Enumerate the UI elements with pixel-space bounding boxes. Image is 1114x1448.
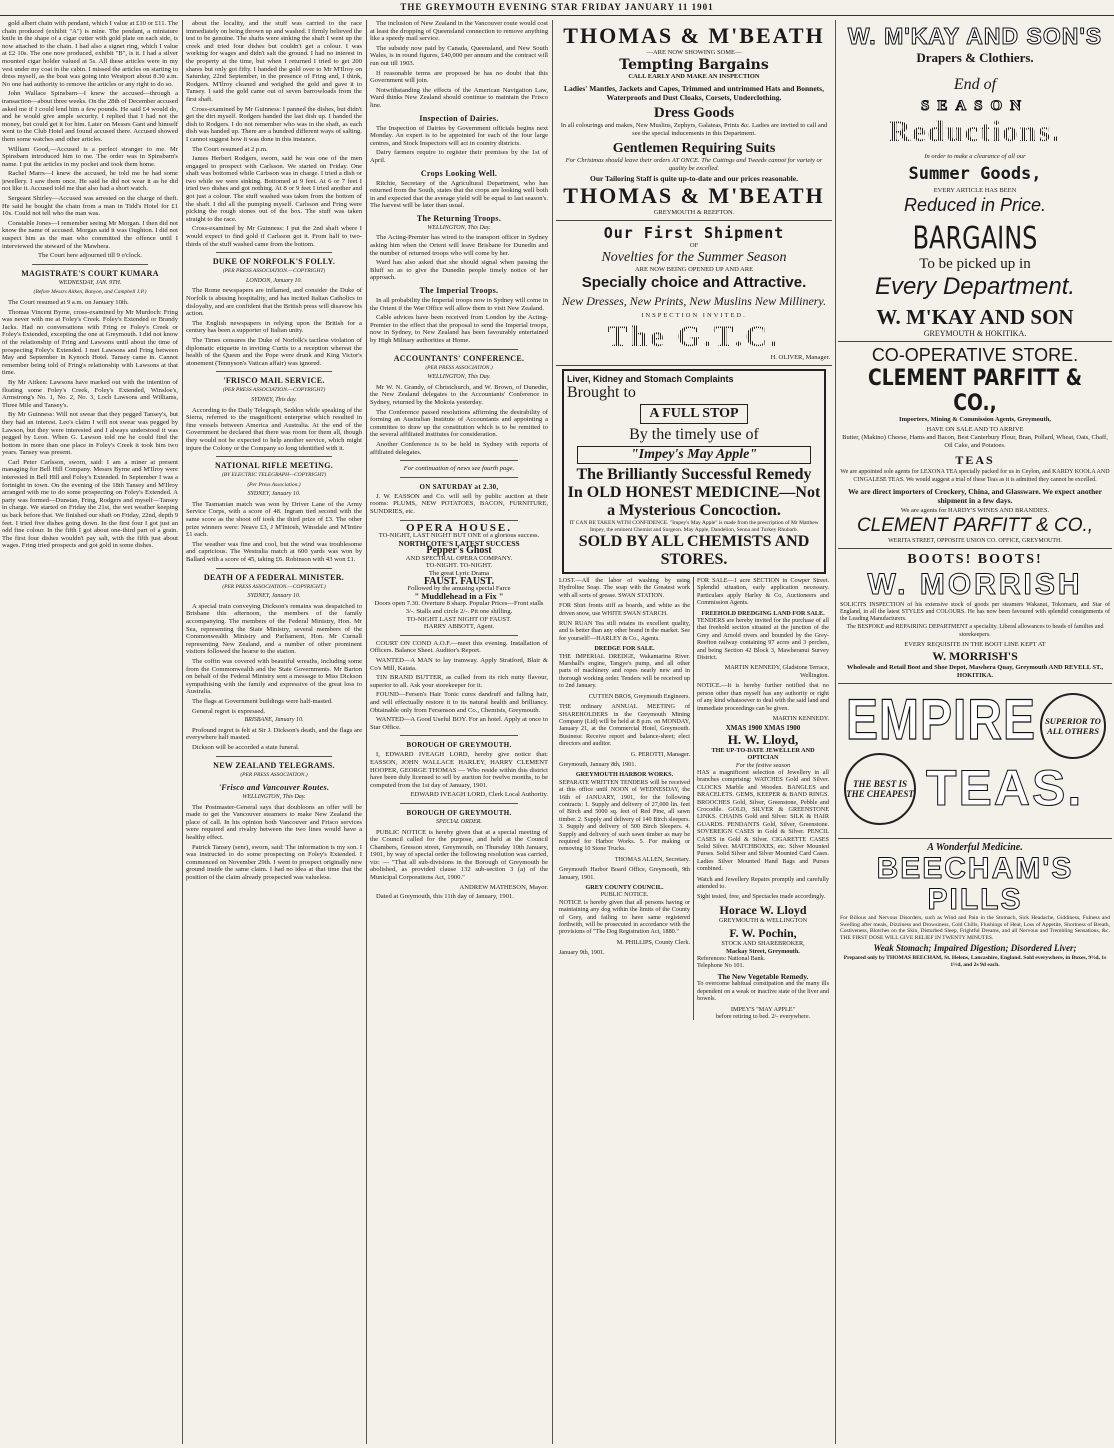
dateline: WEDNESDAY, JAN. 9TH. xyxy=(58,279,122,286)
superior-seal xyxy=(1040,693,1106,759)
divider xyxy=(216,756,332,757)
classifieds-right xyxy=(694,577,832,1020)
article-paragraph: In all probability the Imperial troops now in Sydney will come in the Orient if the War Office will allow them to visit New Zealand. xyxy=(370,297,548,312)
column-rule xyxy=(366,20,367,1444)
classified-ad: FOR SALE—1 acre SECTION in Cowper Street. Splendid situation, early application necessary. Particulars apply Harley & Co, Auctioneers and Commission Agents. xyxy=(697,577,829,607)
classified-ad: FOR Shirt fronts stiff as boards, and white as the driven snow, use WHITE SWAN STARCH. xyxy=(559,602,690,617)
article-paragraph: Patrick Tansey (senr), sworn, said: The information is my son. I was instructed to do some prospecting on Foley's Extended. I commenced on November 29th. I went to prospect originally new ground inside the same claim. I had no idea at that time that the position of the claim already prospected was valueless. xyxy=(186,843,362,882)
opera-line: The great Lyric Drama xyxy=(428,570,490,578)
liver-title: Liver, Kidney and Stomach Complaints xyxy=(567,374,734,384)
classified-ad: THE ordinary ANNUAL MEETING of SHAREHOLDERS in the Greymouth Mining Company (Ltd) will be held at 8 p.m. on MONDAY, January 21, at the Commercial Hotel, Greymouth. Business: Receive report and balance-sheet; elect directors and auditor. xyxy=(559,703,690,748)
opera-line: Doors open 7.30. Overture 8 sharp. Popular Prices—Front stalls 3/-. Stalls and circle 2/-. Pit one shilling. xyxy=(374,600,544,616)
opera-line: HARRY ABBOTT, Agent. xyxy=(423,623,495,631)
parfitt-title: CLEMENT PARFITT & CO., xyxy=(867,366,1083,416)
dateline: SYDNEY, January 10. xyxy=(247,491,301,498)
best-text: THE BEST IS THE CHEAPEST xyxy=(846,779,914,799)
empire-graphic xyxy=(840,688,1110,831)
ad-line: ARE NOW BEING OPENED UP AND ARE xyxy=(634,266,754,273)
article-paragraph: Mr W. N. Grandy, of Christchurch, and W. Brown, of Dunedin, the New Zealand delegates to the Accountants' Conference in Sydney, returned by the Mokoia yesterday. xyxy=(370,383,548,406)
headline-kumara: MAGISTRATE'S COURT KUMARA xyxy=(21,268,159,278)
gtc-title: The G.T.C. xyxy=(558,320,830,354)
classified-ad: COURT ON COND A.O.F.—meet this evening. Installation of Officers. Balance Sheet. Auditor's Report. xyxy=(370,639,548,655)
teas-word: TEAS. xyxy=(926,760,1084,816)
classified-ad: FOUND—Fersen's Hair Tonic cures dandruff and falling hair, and will effectually restore it to its natural health and brilliancy. Obtainable only from Fersenson and Co., Chemists, Greymouth. xyxy=(370,691,548,714)
divider xyxy=(400,460,518,461)
superior-text: SUPERIOR TO ALL OTHERS xyxy=(1045,716,1101,736)
classified-ad: SEPARATE WRITTEN TENDERS will be received at this office until NOON of WEDNESDAY, the 16th of JANUARY, 1901, for the following contracts: 1. Supply and delivery of 27,000 lin. feet of Birch and 5000 sq. feet of Red Pine, all sawn timber. 2. Supply and delivery of 140 Birch sleepers. 3. Supply and delivery of 500 Birch Sleepers. 4. Supply and delivery of such sawn timber as may be required for Harbor Works. 5. For making or removing 10 Stone Trucks. xyxy=(559,778,690,853)
article-paragraph: gold albert chain with pendant, which I value at £10 or £11. The chain produced (exhibit "A") is mine. The pendant, a miniature knife in the shape of a cigar cutter with gold plate on each side, is now attached to the chain. I had also a signet ring, which I value at £2 10s. The one now produced, exhibit "B", is it. I had a silver mounted cigar holder valued at 5s. All these articles were in my vest under my coat in the cabin. I missed the articles on starting to dress myself, as the boat was going into Westport about 8.30 a.m. No one had authority to remove the articles or any right to do so. xyxy=(2,20,178,88)
dateline: SYDNEY, January 10. xyxy=(247,593,301,600)
ad-body: We are appointed sole agents for LEXONA TEA specially packed for us in Ceylon, and KARDY KOOLA AND CINGALESE TEAS. We would suggest a trial of these Teas as it is admitted they cannot be excelled. xyxy=(840,469,1110,483)
mckay-title: W. M'KAY AND SON'S xyxy=(847,23,1103,49)
headline-nz-telegrams: NEW ZEALAND TELEGRAMS. xyxy=(213,760,335,770)
headline-imperial: The Imperial Troops. xyxy=(419,286,499,296)
thomas-mbeath-ad xyxy=(556,20,832,221)
ad-line: By the timely use of xyxy=(629,426,759,443)
impeys-title: "Impey's May Apple" xyxy=(577,446,811,464)
ad-line: WERITA STREET, OPPOSITE UNION CO. OFFICE, GREYMOUTH. xyxy=(888,538,1062,544)
article-paragraph: The flags at Government buildings were half-masted. xyxy=(192,697,333,705)
divider xyxy=(216,371,332,372)
ad-line: SOLD BY ALL CHEMISTS AND STORES. xyxy=(578,533,810,568)
byline: (PER PRESS ASSOCIATION.) xyxy=(240,771,308,778)
opera-title: OPERA HOUSE. xyxy=(406,521,512,534)
bargains: BARGAINS xyxy=(912,219,1038,257)
article-paragraph: William Good,—Accused is a perfect stranger to me. Mr Spinsbarn introduced him to me. The order was in Spinsbarn's name. I put the articles in my pocket and took them home. xyxy=(2,145,178,168)
empire-word: EMPIRE xyxy=(846,688,1037,753)
ad-line: HAVE ON SALE AND TO ARRIVE xyxy=(926,426,1024,433)
news-column-2 xyxy=(186,20,362,1444)
new-dresses: New Dresses, New Prints, New Muslins New Millinery. xyxy=(561,294,827,308)
article-paragraph: By Mr Guinness: Will not swear that they pegged Tansey's, but they had an interest. Leo's claim I will not swear was pegged by Lawson, but they were interested and I always understood it was pegged by Leon. When G. Lawson told me he could find the bottom in more than one place in Foley's Creek it took him two years. Tansey was present. xyxy=(2,411,178,457)
divider xyxy=(400,803,518,804)
freehold-title: FREEHOLD DREDGING LAND FOR SALE. xyxy=(701,609,825,617)
article-paragraph: General regret is expressed. xyxy=(192,707,266,715)
divider xyxy=(216,568,332,569)
dateline: WELLINGTON, This Day. xyxy=(427,374,491,381)
ad-line: EVERY ARTICLE HAS BEEN xyxy=(933,187,1017,194)
morrish-title-2: W. MORRISH'S xyxy=(932,649,1018,663)
classified-ad: M. PHILLIPS, County Clerk. xyxy=(616,938,690,946)
coop-store-ad xyxy=(838,342,1112,549)
article-paragraph: The Conference passed resolutions affirming the desirability of forming an Australian Institute of Accountants and appointing a committee to draw up the constitution which is to be remitted to the several affiliated institutes for consideration. xyxy=(370,408,548,439)
opera-line: TO-NIGHT LAST NIGHT OF FAUST. xyxy=(406,615,512,623)
article-paragraph: According to the Daily Telegraph, Seddon while speaking of the Sierra, referred to the magnificent enterprise which resulted in fine vessels between America and Australia. At the end of the Government he declared that there was room for them all, though they would not be expected to help another service, which might injure the Colony or the Company so long identified with it. xyxy=(186,406,362,452)
pochin-sub: STOCK AND SHAREBROKER, xyxy=(721,940,805,948)
sale-heading: ON SATURDAY at 2.30, xyxy=(419,482,499,491)
article-paragraph: The Acting-Premier has wired to the transport officer in Sydney asking him when the Orient will leave Brisbane for Dunedin and the number of returned troops who will come by her. xyxy=(370,234,548,257)
headline-norfolk: DUKE OF NORFOLK'S FOLLY. xyxy=(212,257,336,267)
specially-choice: Specially choice and Attractive. xyxy=(581,274,807,291)
best-seal xyxy=(844,753,916,825)
classified-ad: RUN RUAN Tea still retains its excellent quality, and is better than any other brand in the market. See for yourself!—HARLEY & Co., Agents. xyxy=(559,620,690,642)
ad-line: H. OLIVER, Manager. xyxy=(770,354,830,361)
headline-accountants: ACCOUNTANTS' CONFERENCE. xyxy=(393,353,525,363)
divider xyxy=(400,349,518,350)
borough-notice: I, EDWARD IVEAGH LORD, hereby give notice that: EASSON, JOHN WALLACE HARLEY, HARRY CLEMENT HOOPER, GEORGE THOMAS — Who reside within this district have been duly licensed to sell by auction for twelve months, to be computed from the 1st day of January, 1901. xyxy=(370,751,548,789)
classified-ad: To overcome habitual constipation and the many ills dependent on a weak or inactive state of the liver and bowels. xyxy=(697,980,829,1003)
headline-dairies: Inspection of Dairies. xyxy=(419,113,499,123)
lloyd-sub: THE UP-TO-DATE JEWELLER AND OPTICIAN xyxy=(711,746,815,762)
classified-ad: MARTIN KENNEDY, Gladstone Terrace, Wellington. xyxy=(724,664,829,679)
byline: (BY ELECTRIC TELEGRAPH—COPYRIGHT) xyxy=(221,472,327,479)
classified-ad: Greymouth Harbor Board Office, Greymouth, 9th January, 1901. xyxy=(559,866,690,881)
empire-teas-ad xyxy=(838,684,1112,839)
classified-ad: THOMAS ALLEN, Secretary. xyxy=(614,855,690,863)
article-paragraph: Cable advices have been received from London by the Acting-Premier to the effect that the proposal to send the Imperial troops, now in Sydney, to New Zealand has been favourably entertained by High Military authorities at Home. xyxy=(370,314,548,344)
divider xyxy=(32,264,148,265)
news-column-1 xyxy=(2,20,178,1444)
thomas-mbeath-title: THOMAS & M'BEATH xyxy=(563,183,825,208)
borough-heading: BOROUGH OF GREYMOUTH. xyxy=(406,808,512,817)
dateline: BRISBANE, January 10. xyxy=(244,717,304,724)
gtc-ad xyxy=(556,221,832,366)
county-sub: PUBLIC NOTICE. xyxy=(600,891,649,899)
ads-column-middle xyxy=(556,20,832,1444)
article-paragraph: Notwithstanding the effects of the American Navigation Law, Ward thinks New Zealand should continue to maintain the Frisco line. xyxy=(370,86,548,109)
reductions: Reductions. xyxy=(840,115,1110,149)
article-paragraph: The Rome newspapers are inflamed, and consider the Duke of Norfolk is abusing hospitality, and has incited Italian Catholics to disloyalty, and are confident that the British press will disavow his action. xyxy=(186,287,362,318)
ad-line: GREYMOUTH & HOKITIKA. xyxy=(923,329,1027,338)
ad-line: Prepared only by THOMAS BEECHAM, St. Helens, Lancashire, England. Sold everywhere, in Boxes, 9½d, 1s 1½d, and 2s 9d each. xyxy=(843,955,1107,968)
coop-title: CO-OPERATIVE STORE. xyxy=(871,345,1079,365)
byline: (PER PRESS ASSOCIATION.—COPYRIGHT) xyxy=(222,387,326,394)
classified-ad: THE IMPERIAL DREDGE, Wakamarina River. Marshall's engine, Tangye's pump, and all other parts of machinery and ropes nearly new and in thorough working order. Tenders will be received up to 2nd January. xyxy=(559,652,690,690)
opera-line: Followed by the amusing special Farce xyxy=(407,585,511,593)
article-paragraph: Ritchie, Secretary of the Agricultural Department, who has returned from the South, states that the crops are looking well both in and expected that the average yield will be equal to last season's. The harvest will be later than usual. xyxy=(370,179,548,210)
article-paragraph: A special train conveying Dickson's remains was despatched to Brisbane this afternoon, the members of the family accompanying. The members of the Federal Ministry, Hon. Mr Sea, representing the State Ministry, several members of the Commonwealth Ministry and Parliament, Hon. Mr Curnall representing New Zealand, and a number of other prominent visitors followed the hearse to the station. xyxy=(186,602,362,656)
opera-line: Pepper's Ghost xyxy=(426,545,492,557)
article-paragraph: Profound regret is felt at Sir J. Dickson's death, and the flags are everywhere half masted. xyxy=(186,726,362,742)
horace-lloyd: Horace W. Lloyd xyxy=(719,902,807,917)
pochin-tel: Telephone No 101. xyxy=(697,962,745,970)
mckay-title-2: W. M'KAY AND SON xyxy=(876,305,1074,329)
divider xyxy=(400,477,518,478)
veg-impey: IMPEY'S "MAY APPLE" xyxy=(730,1005,796,1013)
parfitt-title-2: CLEMENT PARFITT & CO., xyxy=(856,515,1094,536)
article-paragraph: By Mr Aitken: Lawsons have marked out with the intention of floating some Foley's Creek, Foley's Extended, Winsloe's, Armstrong's No. 1, No. 2, No. 3, Loch Lawsons and Williams, Three Mile and Tansey's. xyxy=(2,378,178,409)
classified-ad: Sight tested, free, and Spectacles made accordingly. xyxy=(697,893,826,901)
borough-date: Dated at Greymouth, this 11th day of January, 1901. xyxy=(376,893,514,901)
morrish-title: W. MORRISH xyxy=(867,568,1083,601)
ad-body: The Brilliantly Successful Remedy In OLD HONEST MEDICINE—Not a Mysterious Concoction. xyxy=(567,466,821,519)
divider xyxy=(400,735,518,736)
ad-body: Ladies' Mantles, Jackets and Capes, Trimmed and untrimmed Hats and Bonnets, Waterproofs and Dust Cloaks, Corsets, Underclothing. xyxy=(564,84,824,102)
opera-line: TO-NIGHT, LAST NIGHT BUT ONE of a glorious success. xyxy=(378,532,540,540)
opera-line: " Muddlehead in a Fix " xyxy=(414,590,504,601)
column-rule xyxy=(182,20,183,1444)
harbor-title: GREYMOUTH HARBOR WORKS. xyxy=(575,771,674,779)
ad-line: OF xyxy=(689,242,699,249)
ads-column-right xyxy=(838,20,1112,1444)
every-department: Every Department. xyxy=(874,273,1076,300)
divider xyxy=(216,456,332,457)
ad-body: For Bilious and Nervous Disorders, such as Wind and Pain in the Stomach, Sick Headache, Giddiness, Fulness and Swelling after meals, Dizziness and Drowsiness, Cold Chills, Flushings of Heat, Loss of Appetite, Shortness of Breath, Costiveness, Blotches on the Skin, Disturbed Sleep, Frightful Dreams, and all Nervous and Trembling Sensations, &c. THE FIRST DOSE WILL GIVE RELIEF IN TWENTY MINUTES. xyxy=(840,915,1110,941)
article-paragraph: Cross-examined by Mr Guinness: I panned the dishes, but didn't get the dirt myself. Rodgers handed the last dish up. I handed the dish to Rodgers. I do not remember who was in the shaft, as each dish was handed up. There are a hundred different ways of salting. I cannot suggest how it was done in this instance. xyxy=(186,105,362,143)
teas-heading: TEAS xyxy=(955,453,995,467)
article-paragraph: If reasonable terms are proposed he has no doubt that this Government will join. xyxy=(370,69,548,85)
dateline: WELLINGTON, This Day. xyxy=(242,794,306,801)
article-paragraph: Dickson will be accorded a state funeral. xyxy=(192,743,300,751)
article-paragraph: The Tasmanian match was won by Driver Lane of the Army Service Corps, with a score of 48. Ingram tied second with the same score as the shoot off took the third prize of £3. The other prize winners were: Neave £3, J M'Intosh, Winsdale and M'Intire £1 each. xyxy=(186,500,362,539)
article-paragraph: Sergeant Shirley—Accused was arrested on the charge of theft. He said he bought the chain from a man in Tidd's Hotel for £1 10s. Could not tell who the man was. xyxy=(2,195,178,218)
tempting-bargains: Tempting Bargains xyxy=(619,57,769,73)
opera-house-ad xyxy=(370,521,548,631)
article-paragraph: about the locality, and the stuff was carried to the race immediately on being thrown up and washed. I firmly believed the test to be genuine. The shafts were sinking the shaft I went up the creek and tried four dishes but couldn't get a colour. I was working for wages and didn't salt the ground. I had no interest in the property at the time, but when I returned I tried to get 200 shares but only got fifty. I handed the gold over to Mr M'Ilroy on Saturday, 22nd September, in the presence of Fring and, I think, Rodgers. M'Ilroy cleaned and weighed the gold and gave it to Tansey. I said the gold came out of seven barrowloads from the first shaft. xyxy=(186,20,362,103)
article-paragraph: The coffin was covered with beautiful wreaths, including some from the Commonwealth and the State Governments. Mr Barton on behalf of the Federal Ministry sent a message to Miss Dickson sympathising with the family and expressive of the great loss to Australia. xyxy=(186,657,362,696)
classified-ad: TIN BRAND BUTTER, as culled from its rich nutty flavour, superior to all. Ask your storekeeper for it. xyxy=(370,674,548,689)
first-shipment: Our First Shipment xyxy=(603,224,785,242)
headline-vancouver: 'Frisco and Vancouver Routes. xyxy=(218,783,330,793)
ad-line: —ARE NOW SHOWING SOME— xyxy=(646,49,742,56)
article-paragraph: Ward has also asked that she should signal when passing the Bluff so as to give the Dunedin people timely notice of her approach. xyxy=(370,259,548,282)
column-rule xyxy=(552,20,553,1444)
veg-title: The New Vegetable Remedy. xyxy=(717,971,809,981)
byline: (PER PRESS ASSOCIATION.—COPYRIGHT) xyxy=(222,268,326,275)
ad-line: In order to make a clearance of all our xyxy=(924,153,1026,160)
thomas-mbeath-title: THOMAS & M'BEATH xyxy=(563,23,825,48)
dredge-title: DREDGE FOR SALE. xyxy=(594,645,655,653)
article-paragraph: Rachel Marrs—I knew the accused, he told me he had some jewellery. I saw them once. He said he did not wear it as he did not like it. Accused told me that also had a short watch. xyxy=(2,170,178,193)
article-paragraph: The Times censures the Duke of Norfolk's tactless violation of diplomatic etiquette in inviting Curtis to a reception whereat the health of the Queen and the Pope were drunk and King Victor's atonement (Tennyson's Vatican affair) was ignored. xyxy=(186,336,362,367)
article-paragraph: The English newspapers in relying upon the British for a century has been a supporter of Italian unity. xyxy=(186,319,362,335)
headline-rifle: NATIONAL RIFLE MEETING. xyxy=(214,461,334,471)
ad-line: EVERY REQUISITE IN THE BOOT LINE KEPT AT xyxy=(904,641,1046,648)
ad-body: IT CAN BE TAKEN WITH CONFIDENCE. "Impey's May Apple" is made from the prescription of Mr Matthew Impey, the eminent Chemist and Surgeon. May Apple, Dandelion, Senna and Turkey Rhubarb. xyxy=(569,520,819,533)
continuation-note: For continuation of news see fourth page. xyxy=(403,465,515,473)
article-paragraph: The Court resumed at 9 a.m. on January 10th. xyxy=(8,299,129,306)
masthead: THE GREYMOUTH EVENING STAR FRIDAY JANUARY 11 1901 xyxy=(0,0,1114,16)
full-stop: A FULL STOP xyxy=(640,404,747,424)
article-paragraph: Carl Peter Carlsson, sworn, said: I am a miner at present managing for Bell Hill Company. Messrs Byrne and M'Ilroy were interested in Bell Hill and Foley's Extended. In September I was a fortnight in town. On the evening of the 18th Tansey and M'Ilroy arranged with me to do some prospecting on Foley's Extended. A party was formed—Dunstan, Fring, Rodgers and myself—Tansey in charge. We started on Friday the 21st, the wet weather keeping us back before that. We finished our shaft on Friday, 22nd, depth 9 feet. I tried five dishes going down. In the first four I got just an odd fine colour. In the fifth I got about one-third part of a grain. The first four dishes wouldn't pay salt, with the fifth just about wages. Fring tried prospects and got gold in some dishes. xyxy=(2,458,178,550)
dateline: LONDON, January 10. xyxy=(245,277,302,284)
boots-heading: BOOTS! BOOTS! xyxy=(907,552,1043,567)
dateline: SYDNEY, This day. xyxy=(251,396,297,403)
ad-line: GREYMOUTH & REEFTON. xyxy=(653,209,735,216)
gentlemen-suits: Gentlemen Requiring Suits xyxy=(612,141,776,156)
headline-death: DEATH OF A FEDERAL MINISTER. xyxy=(203,572,345,582)
article-paragraph: Cross-examined by Mr Guinness: I put the 2nd shaft where I would expect to find gold if Carlsson got it. From half to two-thirds of the stuff washed came from the bottom. xyxy=(186,225,362,248)
article-paragraph: The Court here adjourned till 9 o'clock. xyxy=(38,252,142,260)
pochin-title: F. W. Pochin, xyxy=(729,926,797,941)
article-paragraph: Dairy farmers require to register their premises by the 1st of April. xyxy=(370,149,548,164)
reduced-price: Reduced in Price. xyxy=(903,195,1047,215)
news-column-3 xyxy=(370,20,548,1444)
ad-body: We are direct importers of Crockery, China, and Glassware. We expect another shipment in a few days. xyxy=(848,487,1102,505)
classified-ad: WANTED—A Good Useful BOY. For an hotel. Apply at once to Star Office. xyxy=(370,716,548,731)
pochin-ref: References: National Bank. xyxy=(697,955,766,963)
ad-line: We are agents for HARDY'S WINES AND BRANDIES. xyxy=(900,507,1050,514)
mckay-ad xyxy=(838,20,1112,342)
morrish-ad xyxy=(838,549,1112,684)
sale-notice: J. W. EASSON and Co. will sell by public auction at their rooms: PLUMS, NEW POTATOES, BACON, FURNITURE, SUNDRIES, etc. xyxy=(370,492,548,515)
ad-body: For Christmas should leave their orders AT ONCE. The Cuttings and Tweeds cannot for variety or quality be excelled. xyxy=(565,157,823,172)
ad-line: Wholesale and Retail Boot and Shoe Depot, Mawhera Quay, Greymouth AND REVELL ST., HOKITIKA. xyxy=(846,664,1104,679)
article-paragraph: James Herbert Rodgers, sworn, said he was one of the men engaged to prospect with Carlsson. We started on Friday. One shaft was bottomed while Carlsson was in charge. I tried a dish or two while we were sinking. Bottomed at 9 feet. At 6 or 7 feet I tried two dishes and got nothing. At 8 or 9 feet I tried another and got just a colour. The stuff washed was taken from the bottom of the shaft. I did all the pumping myself. Carlsson and Fring were picking the rough stones out of the box. The stuff was taken straight to the race. xyxy=(186,155,362,223)
ad-body: SOLICITS INSPECTION of his extensive stock of goods per steamers Wakanui, Tokomaru, and Star of England, in all the latest STYLES and COLOURS. He has now been favoured with splendid consignments of the Leading Manufacturers. xyxy=(840,602,1110,622)
divider xyxy=(400,520,518,521)
borough-notice: PUBLIC NOTICE is hereby given that at a special meeting of the Council called for the purpose, and held at the Council Chambers, Gresson street, Greymouth, on Thursday 10th January, 1901, by way of special order the following resolution was carried, viz: — "That all sub-divisions in the Borough of Greymouth be abolished, as provided clause 132 sub-section 3 (a) of the Municipal Corporations Act, 1900." xyxy=(370,828,548,882)
weak-stomach: Weak Stomach; Impaired Digestion; Disordered Liver; xyxy=(873,943,1077,954)
classified-ad: MARTIN KENNEDY. xyxy=(772,714,829,722)
article-paragraph: The Court resumed at 2 p.m. xyxy=(192,145,268,153)
ad-line: CALL EARLY AND MAKE AN INSPECTION xyxy=(628,73,760,80)
classified-ad: January 9th, 1901. xyxy=(559,949,605,957)
lloyd-title: H. W. Lloyd, xyxy=(727,731,799,747)
ad-line: Importers, Mining & Commission Agents, Greymouth, xyxy=(899,416,1051,423)
classified-ad: Watch and Jewellery Repairs promptly and carefully attended to. xyxy=(697,875,829,891)
article-paragraph: The inclusion of New Zealand in the Vancouver route would cost at least the dropping of Queensland connection to remove anything like a speedy mail service. xyxy=(370,20,548,43)
classified-ad: Greymouth, January 8th, 1901. xyxy=(559,760,636,768)
wonderful-medicine: A Wonderful Medicine. xyxy=(927,842,1023,853)
headline-returning: The Returning Troops. xyxy=(416,213,502,223)
article-paragraph: The Inspection of Dairies by Government officials begins next Monday. An expert is to be appointed for each of the four large centres, and Stock Inspectors will act in country districts. xyxy=(370,124,548,147)
article-paragraph: Another Conference is to be held in Sydney with reports of affiliated delegates. xyxy=(370,440,548,456)
mckay-sub: Drapers & Clothiers. xyxy=(916,50,1034,65)
veg-price: before retiring to bed. 2/- everywhere. xyxy=(715,1012,811,1020)
opera-line: FAUST. FAUST. xyxy=(423,575,495,587)
summer-goods: Summer Goods, xyxy=(908,164,1042,184)
classified-ad: TENDERS are hereby invited for the purchase of all that freehold section situated at the junction of the Grey and Arnold rivers and bounded by the Grey-Reefton railway containing 97 acres and 3 perches, and being Section 42 Block 3, Mawheranui Survey District. xyxy=(697,617,829,662)
impeys-ad xyxy=(562,369,826,574)
borough-signature: ANDREW MATHESON, Mayor. xyxy=(459,883,548,891)
opera-line: NORTHCOTE'S LATEST SUCCESS xyxy=(398,538,520,548)
beechams-ad xyxy=(838,839,1112,972)
xmas-line: XMAS 1900 XMAS 1900 xyxy=(725,724,801,733)
borough-signature: EDWARD IVEAGH LORD, Clerk Local Authority. xyxy=(410,791,548,799)
opera-line: TO-NIGHT. TO-NIGHT. xyxy=(425,562,493,570)
lloyd-for: For the festive season xyxy=(735,761,791,769)
borough-heading: BOROUGH OF GREYMOUTH. xyxy=(406,741,512,750)
borough-subheading: SPECIAL ORDER. xyxy=(436,818,482,825)
classified-ad: CUTTEN BROS, Greymouth Engineers. xyxy=(588,692,690,700)
dateline: WELLINGTON, This Day. xyxy=(427,224,491,231)
county-title: GREY COUNTY COUNCIL. xyxy=(585,884,664,892)
picked-up: To be picked up in xyxy=(919,256,1031,272)
opera-line: AND SPECTRAL OPERA COMPANY. xyxy=(405,554,513,562)
classified-ad: G. PEROTTI, Manager. xyxy=(630,750,690,758)
article-paragraph: Thomas Vincent Byrne, cross-examined by Mr Murdoch: Fring was never with me at Foley's Creek. Foley's Extended or Brandy Jacks. Had no conversations with Fring re Foley's Creek or Foley's Extended, excepting the one at Greymouth. I did not know of the relationship of Fring and Lawsons until about the time of prospecting Foley's Extended. I met Lawsons and Fring between May and September in Kynoch Hotel. Tansey came in. Cannot remember being told of Fring's relationship with Lawsons at that time. xyxy=(2,308,178,377)
classified-ad: NOTICE is hereby given that all persons having or maintaining any dog within the limits of the County of Grey, and failing to have same registered forthwith, will be prosecuted in accordance with the provisions of "The Dog Registration Act, 1880." xyxy=(559,898,690,936)
ad-body: Our Tailoring Staff is quite up-to-date and our prices reasonable. xyxy=(590,174,798,183)
headline-crops: Crops Looking Well. xyxy=(420,168,498,178)
article-paragraph: The Postmaster-General says that doubloons an offer will be made to get the Vancouver steamers to make New Zealand the place of call. In his opinion both Vancouver and Frisco services were required and rivalry between the two lines would have a healthy effect. xyxy=(186,803,362,842)
ad-body: Butter, (Makino) Cheese, Hams and Bacon, Best Canterbury Flour, Bran, Pollard, Wheat, Oats, Chaff, Oil Cake, and Potatoes. xyxy=(842,434,1108,449)
article-paragraph: The subsidy now paid by Canada, Queensland, and New South Wales, is in round figures, £40,000 per annum and the contract will run out till 1903. xyxy=(370,44,548,67)
ad-body: The BESPOKE and REPAIRING DEPARTMENT a speciality. Liberal allowances to heads of families and storekeepers. xyxy=(846,624,1104,638)
classifieds-left xyxy=(556,577,694,1020)
divider xyxy=(400,635,518,636)
novelties: Novelties for the Summer Season xyxy=(601,250,787,265)
classifieds-split xyxy=(556,577,832,1020)
classified-ad: HAS a magnificent selection of Jewellery in all branches comprising: WATCHES Gold and Silver. CLOCKS Marble and Wooden. BANGLES and BRACELETS. GEMS, KEEPER & BAND RINGS. BROOCHES Gold, Silver, Greenstone, Pebble and Crocodile. GOLD, SILVER & GREENSTONE LINKS. CHAINS Gold and Silver. SILK & HAIR GUARDS. PENDANTS Gold, Silver, Greenstone. SOVEREIGN CASES in Gold & Silver. PENCIL CASES in Gold & Silver. CIGARETTE CASES Solid Silver. MATCHBOXES, etc. Silver Mounted Purses. Solid Silver and Silver Mounted Card Cases. Ladies Silver Mounted Hand Bags and Purses combined. xyxy=(697,768,829,873)
article-paragraph: The weather was fine and cool, but the wind was troublesome and capricious. The Westralia match at 600 yards was won by Ballard with a score of 45, taking £6. Robinson with 43 won £1. xyxy=(186,540,362,564)
classified-ad: NOTICE.—It is hereby further notified that no person other than myself has any authority or right of any kind whatsoever to deal with the said land and immediate proceedings can be given. xyxy=(697,682,829,712)
classified-ad: WANTED—A MAN to lay tramway. Apply Stratford, Blair & Co's Mill, Kaiata. xyxy=(370,657,548,672)
byline: (Before Messrs Aitken, Banyon, and Campbell J.P.) xyxy=(33,289,147,296)
beechams-title: BEECHAM'S PILLS xyxy=(876,852,1074,916)
article-paragraph: John Wallace Spinsbarn—I knew the accused—through a transaction—about three weeks. On the 28th of December accused asked me if I could lend him a few pounds. He said £4 would do, and he would give ample security. I replied that I had not the money, but could get it for him. Later on Messrs Gant and himself went to the Club Hotel and found accused there. Accused showed them some watches and other articles. xyxy=(2,90,178,143)
end-of: End of xyxy=(953,76,997,93)
ad-line: Brought to xyxy=(567,384,636,401)
season: SEASON xyxy=(920,98,1030,114)
byline: (PER PRESS ASSOCIATION.) xyxy=(425,364,493,371)
dress-goods: Dress Goods xyxy=(653,105,735,121)
ad-body: In all colourings and makes, New Muslins, Zephyrs, Galateas, Prints &c. Ladies are invited to call and see the special inducements in this Department. xyxy=(560,122,828,137)
byline: (Per Press Association.) xyxy=(247,481,301,488)
divider xyxy=(216,252,332,253)
byline: (PER PRESS ASSOCIATION.—COPYRIGHT.) xyxy=(222,583,326,590)
pochin-addr: Mackay Street, Greymouth. xyxy=(726,947,800,955)
ad-line: INSPECTION INVITED. xyxy=(641,312,747,319)
horace-loc: GREYMOUTH & WELLINGTON xyxy=(718,916,808,924)
classified-ad: LOST.—All the labor of washing by using Hydroline Soap. The soap with the Greatest work with all sorts of grease. SWAN STATION. xyxy=(559,577,690,599)
headline-frisco: 'FRISCO MAIL SERVICE. xyxy=(223,376,325,386)
column-rule xyxy=(835,20,836,1444)
article-paragraph: Constable Jones—I remember seeing Mr Morgan. I then did not know the name of accused. Morgan said it was Oughton. I did not suspect him as the man who committed the offence until I interviewed the steward of the Mawhera. xyxy=(2,219,178,250)
